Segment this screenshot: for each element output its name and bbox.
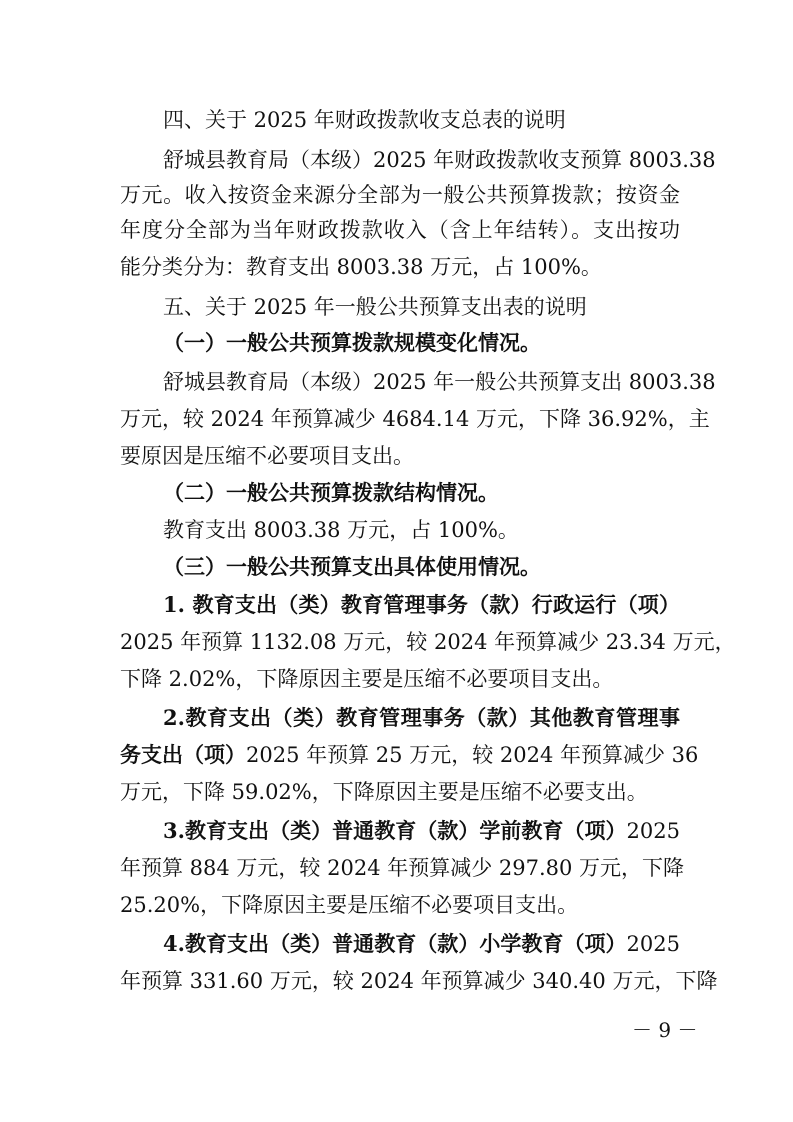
- item4-title-line: [163, 929, 680, 959]
- item3-cont: 2025: [626, 819, 680, 843]
- item2-title: 2.教育支出（类）教育管理事务（款）其他教育管理事: [163, 705, 680, 730]
- sub3-heading: （三）一般公共预算支出具体使用情况。: [163, 554, 541, 579]
- item3-title: 3.教育支出（类）普通教育（款）学前教育（项）: [163, 818, 627, 843]
- item4-cont: 2025: [626, 932, 680, 956]
- item3-line-1: 年预算 884 万元，较 2024 年预算减少 297.80 万元，下降: [120, 856, 685, 880]
- item2-line-1: [120, 740, 699, 770]
- section4-line-3: 年度分全部为当年财政拨款收入（含上年结转）。支出按功: [120, 218, 680, 242]
- item4-title: 4.教育支出（类）普通教育（款）小学教育（项）: [163, 931, 627, 956]
- sub1-line-2: 万元，较 2024 年预算减少 4684.14 万元，下降 36.92%，主: [120, 407, 710, 431]
- page-number: － 9 －: [632, 1018, 698, 1042]
- section5-heading: 五、关于 2025 年一般公共预算支出表的说明: [163, 295, 587, 319]
- section4-heading: 四、关于 2025 年财政拨款收支总表的说明: [163, 108, 566, 132]
- section4-line-2: 万元。收入按资金来源分全部为一般公共预算拨款；按资金: [120, 183, 680, 207]
- sub2-line-1: 教育支出 8003.38 万元，占 100%。: [163, 518, 519, 542]
- sub1-line-1: 舒城县教育局（本级）2025 年一般公共预算支出 8003.38: [163, 370, 716, 394]
- item2-cont: 2025 年预算 25 万元，较 2024 年预算减少 36: [246, 743, 699, 767]
- sub2-heading: （二）一般公共预算拨款结构情况。: [163, 480, 499, 505]
- item1-line-1: 2025 年预算 1132.08 万元，较 2024 年预算减少 23.34 万元，: [120, 630, 736, 654]
- item3-line-2: 25.20%，下降原因主要是压缩不必要项目支出。: [120, 893, 579, 917]
- item3-title-line: [163, 816, 680, 846]
- item2-line-2: 万元，下降 59.02%，下降原因主要是压缩不必要支出。: [120, 780, 648, 804]
- item2-title-cont: 务支出（项）: [120, 742, 246, 767]
- section4-line-1: 舒城县教育局（本级）2025 年财政拨款收支预算 8003.38: [163, 148, 716, 172]
- sub1-heading: （一）一般公共预算拨款规模变化情况。: [163, 330, 541, 355]
- item1-line-2: 下降 2.02%，下降原因主要是压缩不必要项目支出。: [120, 667, 614, 691]
- item4-line-1: 年预算 331.60 万元，较 2024 年预算减少 340.40 万元，下降: [120, 969, 718, 993]
- sub1-line-3: 要原因是压缩不必要项目支出。: [120, 444, 414, 468]
- section4-line-4: 能分类分为：教育支出 8003.38 万元，占 100%。: [120, 255, 602, 279]
- item1-title: 1. 教育支出（类）教育管理事务（款）行政运行（项）: [163, 592, 680, 617]
